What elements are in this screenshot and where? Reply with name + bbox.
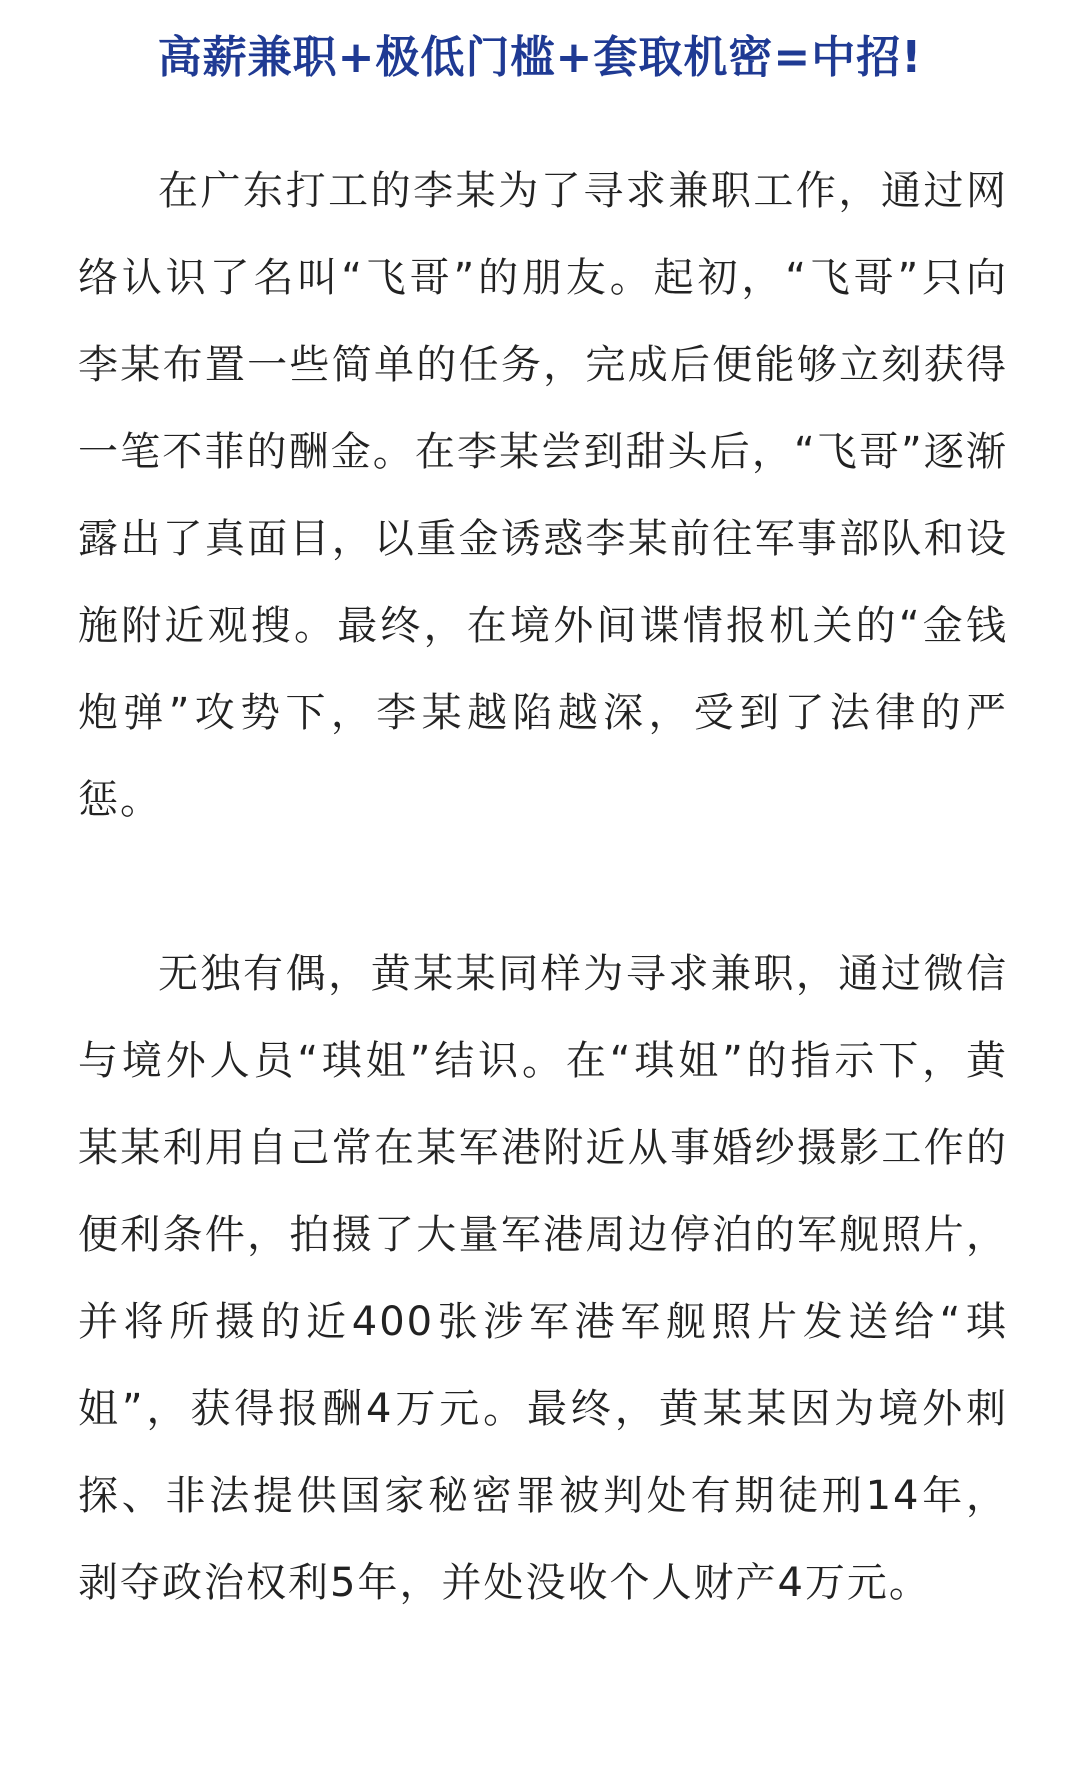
article-paragraph-1: 在广东打工的李某为了寻求兼职工作，通过网络认识了名叫“飞哥”的朋友。起初，“飞哥”只向李某布置一些简单的任务，完成后便能够立刻获得一笔不菲的酬金。在李某尝到甜头后，“飞哥”逐渐露出了真面目，以重金诱惑李某前往军事部队和设施附近观搜。最终，在境外间谍情报机关的“金钱炮弹”攻势下，李某越陷越深，受到了法律的严惩。 <box>78 168 1008 823</box>
article-headline: 高薪兼职+极低门槛+套取机密=中招! <box>157 32 923 83</box>
article-body <box>78 148 1008 1627</box>
article-paragraph-2: 无独有偶，黄某某同样为寻求兼职，通过微信与境外人员“琪姐”结识。在“琪姐”的指示下，黄某某利用自己常在某军港附近从事婚纱摄影工作的便利条件，拍摄了大量军港周边停泊的军舰照片，并将所摄的近400张涉军港军舰照片发送给“琪姐”，获得报酬4万元。最终，黄某某因为境外刺探、非法提供国家秘密罪被判处有期徒刑14年，剥夺政治权利5年，并处没收个人财产4万元。 <box>78 951 1008 1606</box>
